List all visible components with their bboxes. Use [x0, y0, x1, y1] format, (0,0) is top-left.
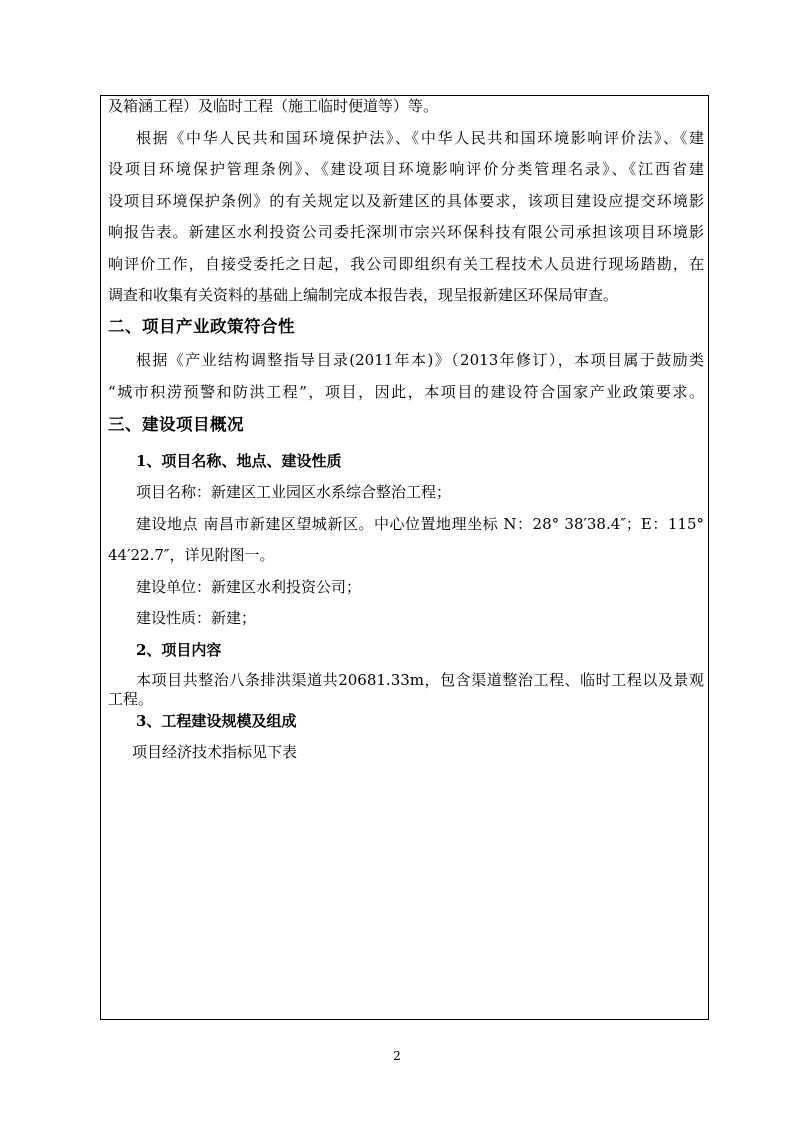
subheading-3: 3、工程建设规模及组成: [136, 712, 297, 730]
section-heading-3: 三、建设项目概况: [108, 415, 244, 434]
nature-line: 建设性质：新建；: [136, 609, 257, 627]
section-heading-2: 二、项目产业政策符合性: [108, 317, 295, 336]
page-number: 2: [393, 1049, 401, 1063]
table-intro-line: 项目经济技术指标见下表: [132, 743, 298, 761]
text-line-7: 调查和收集有关资料的基础上编制完成本报告表，现呈报新建区环保局审查。: [108, 286, 619, 304]
text-line-6: 响评价工作，自接受委托之日起，我公司即组织有关工程技术人员进行现场踏勘，在: [108, 255, 704, 273]
text-line-5: 响报告表。新建区水利投资公司委托深圳市宗兴环保科技有限公司承担该项目环境影: [108, 223, 704, 241]
subheading-2: 2、项目内容: [136, 641, 222, 659]
content-line-cont: 工程。: [108, 690, 154, 708]
location-line-cont: 44′22.7″，详见附图一。: [108, 546, 275, 564]
builder-line: 建设单位：新建区水利投资公司；: [136, 578, 362, 596]
text-line-2: 根据《中华人民共和国环境保护法》、《中华人民共和国环境影响评价法》、《建: [136, 129, 704, 147]
subheading-1: 1、项目名称、地点、建设性质: [136, 452, 342, 470]
content-line: 本项目共整治八条排洪渠道共20681.33m，包含渠道整治工程、临时工程以及景观: [136, 671, 704, 689]
text-line-3: 设项目环境保护管理条例》、《建设项目环境影响评价分类管理名录》、《江西省建: [108, 160, 704, 178]
location-line: 建设地点 南昌市新建区望城新区。中心位置地理坐标 N：28° 38′38.4″；E：115°: [136, 515, 704, 533]
text-line-1: 及箱涵工程）及临时工程（施工临时便道等）等。: [108, 97, 439, 115]
project-name-line: 项目名称：新建区工业园区水系综合整治工程；: [136, 483, 452, 501]
text-line-4: 设项目环境保护条例》的有关规定以及新建区的具体要求，该项目建设应提交环境影: [108, 192, 704, 210]
text-line-9: 根据《产业结构调整指导目录(2011年本)》（2013年修订），本项目属于鼓励类: [136, 351, 704, 369]
text-line-10: “城市积涝预警和防洪工程”，项目，因此，本项目的建设符合国家产业政策要求。: [108, 383, 704, 401]
